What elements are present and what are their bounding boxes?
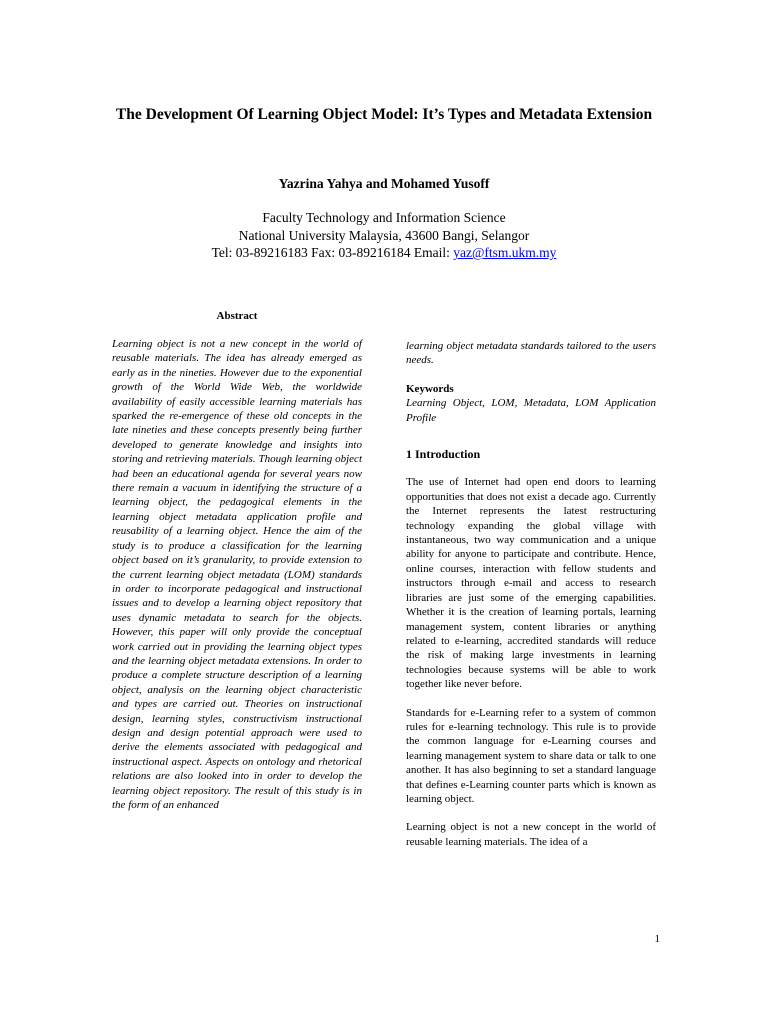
abstract-column [112,337,362,812]
section-heading-introduction: 1 Introduction [406,447,481,462]
intro-paragraph-3: Learning object is not a new concept in the world of reusable learning materials. The idea of a [406,821,656,848]
contact-prefix: Tel: 03-89216183 Fax: 03-89216184 Email: [211,245,450,260]
contact-line [100,244,668,262]
abstract-continuation: learning object metadata standards tailored to the users needs. [406,340,656,367]
right-column [406,339,656,849]
abstract-text: Learning object is not a new concept in the world of reusable materials. The idea has already emerged as early as in the nineties. However due to the exponential growth of the World Wide Web, the worldwide availability of easily accessible learning materials has sparked the re-emergence of these old concepts in the late nineties and these concepts presently being further developed to generate knowledge and insights into storing and retrieving materials. Though learning object had been an educational agenda for several years now there remain a vacuum in identifying the structure of a learning object, the pedagogical elements in the learning object metadata application profile and reusability of a learning object. Hence the aim of the study is to produce a classification for the learning object based on it’s granularity, to provide extension to the current learning object metadata (LOM) standards in order to incorporate pedagogical and instructional issues and to develop a learning object repository that uses dynamic metadata to search for the objects. However, this paper will only provide the conceptual work carried out in providing the learning object types and the learning object metadata extensions. In order to produce a complete structure description of a learning object, analysis on the learning object characteristic and types are carried out. Theories on instructional design, learning styles, constructivism instructional design and design potential approach were used to derive the elements associated with pedagogical and instructional aspect. Aspects on ontology and rhetorical relations are also looked into in order to develop the learning object repository. The result of this study is in the form of an enhanced [112,338,362,811]
affiliation-block [100,209,668,262]
keywords-text: Learning Object, LOM, Metadata, LOM Application Profile [406,397,656,424]
intro-paragraph-2: Standards for e-Learning refer to a system of common rules for e-learning technology. This rule is to provide the common language for e-Learning courses and learning management system to share data or talk to one another. It has also beginning to set a standard language that defines e-Learning counter parts which is known as learning object. [406,706,656,805]
email-link[interactable]: yaz@ftsm.ukm.my [453,245,557,260]
affiliation-line-2: National University Malaysia, 43600 Bangi, Selangor [238,227,530,243]
abstract-heading: Abstract [216,310,258,322]
intro-paragraph-1: The use of Internet had open end doors to learning opportunities that does not exist a decade ago. Currently the Internet represents the latest restructuring technology expanding the global village with instantaneous, two way communication and a unique ability for anyone to participate and contribute. Hence, online courses, interaction with fellow students and instructors through e-mail and access to research libraries are just some of the emerging capabilities. Whether it is the creation of learning portals, learning management system, content libraries or anything related to e-learning, accredited standards will reduce the risk of making large investments in learning technologies because systems will be able to work together like never before. [406,476,656,691]
paper-title: The Development Of Learning Object Model: It’s Types and Metadata Extension [115,106,653,123]
keywords-heading: Keywords [406,382,454,395]
paper-authors: Yazrina Yahya and Mohamed Yusoff [278,176,490,191]
affiliation-line-1: Faculty Technology and Information Science [262,210,506,225]
page-number: 1 [654,933,660,945]
